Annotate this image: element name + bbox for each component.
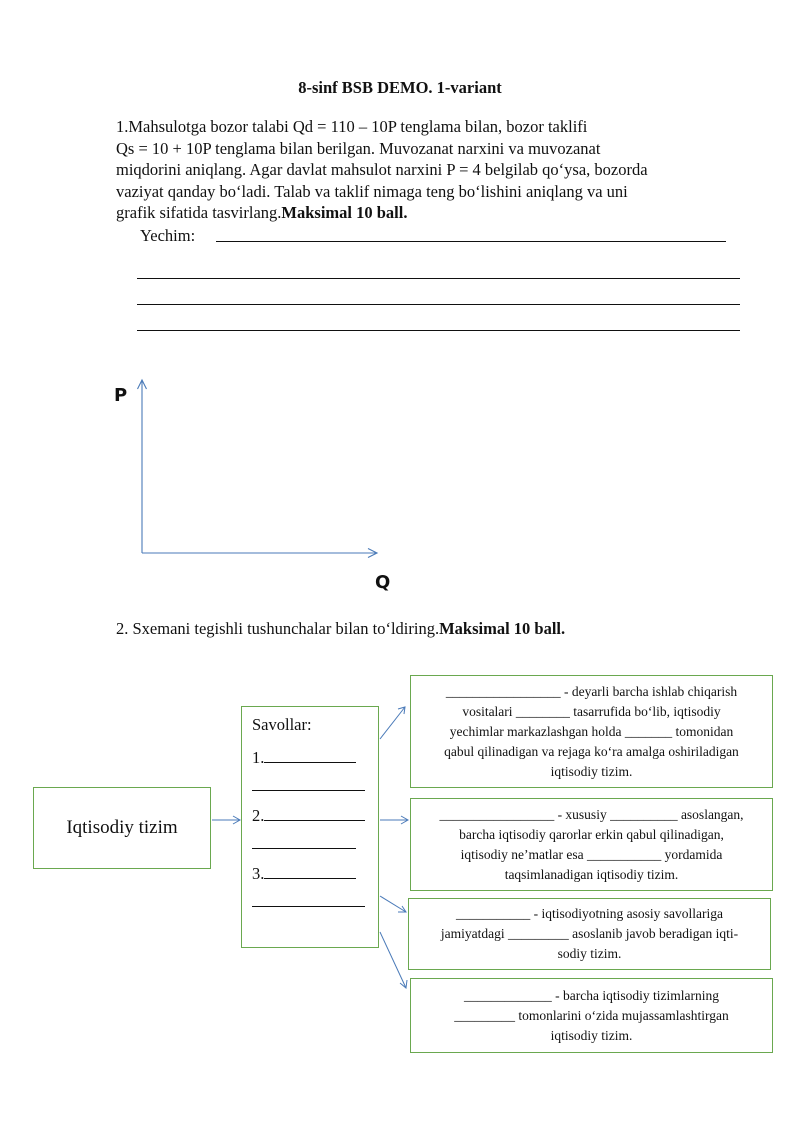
graph-axes — [138, 380, 378, 558]
question-number: 1. — [252, 748, 265, 767]
economic-system-label: Iqtisodiy tizim — [66, 817, 178, 838]
definition-line: iqtisodiy tizim. — [550, 763, 633, 779]
question-2-points: Maksimal 10 ball. — [439, 619, 566, 638]
definition-line: ___________ - iqtisodiyotning asosiy savollariga — [456, 906, 723, 921]
arrow-to-definition-3 — [380, 896, 406, 912]
questions-title: Savollar: — [252, 715, 312, 734]
question-1-line: Qs = 10 + 10P tenglama bilan berilgan. Muvozanat narxini va muvozanat — [116, 138, 601, 158]
question-2-text: 2. Sxemani tegishli tushunchalar bilan to‘ldiring. — [116, 619, 440, 638]
definition-line: jamiyatdagi _________ asoslanib javob beradigan iqti- — [440, 926, 739, 941]
definition-line: _________ tomonlarini o‘zida mujassamlashtirgan — [454, 1007, 729, 1023]
definition-line: barcha iqtisodiy qarorlar erkin qabul qilinadigan, — [459, 826, 724, 842]
definition-line: vositalari ________ tasarrufida bo‘lib, iqtisodiy — [462, 703, 721, 719]
question-number: 3. — [252, 864, 265, 883]
definition-line: yechimlar markazlashgan holda _______ tomonidan — [449, 723, 734, 739]
definition-line: sodiy tizim. — [557, 946, 622, 961]
question-1-points: Maksimal 10 ball. — [281, 203, 408, 222]
answer-label: Yechim: — [140, 226, 196, 245]
question-1-line: miqdorini aniqlang. Agar davlat mahsulot narxini P = 4 belgilab qo‘ysa, bozorda — [116, 160, 648, 179]
question-1-line: 1.Mahsulotga bozor talabi Qd = 110 – 10P tenglama bilan, bozor taklifi — [116, 117, 588, 136]
question-1-line: vaziyat qanday bo‘ladi. Talab va taklif nimaga teng bo‘lishini aniqlang va uni — [116, 181, 628, 201]
definition-line: qabul qilinadigan va rejaga ko‘ra amalga oshiriladigan — [444, 743, 739, 759]
question-number: 2. — [252, 806, 265, 825]
definition-line: iqtisodiy ne’matlar esa ___________ yordamida — [460, 846, 723, 862]
graph-y-label: P — [114, 385, 128, 406]
definition-line: _________________ - xususiy __________ asoslangan, — [439, 806, 744, 822]
page-title: 8-sinf BSB DEMO. 1-variant — [298, 78, 502, 97]
question-1-line: grafik sifatida tasvirlang. — [116, 203, 282, 222]
definition-line: iqtisodiy tizim. — [550, 1027, 633, 1043]
diagram-arrows — [212, 707, 408, 988]
definition-line: _________________ - deyarli barcha ishlab chiqarish — [445, 683, 738, 699]
definition-line: taqsimlanadigan iqtisodiy tizim. — [504, 866, 679, 882]
arrow-to-definition-1 — [380, 707, 405, 739]
arrow-to-definition-4 — [380, 932, 406, 988]
definition-line: _____________ - barcha iqtisodiy tizimlarning — [464, 987, 719, 1003]
graph-x-label: Q — [375, 572, 391, 593]
